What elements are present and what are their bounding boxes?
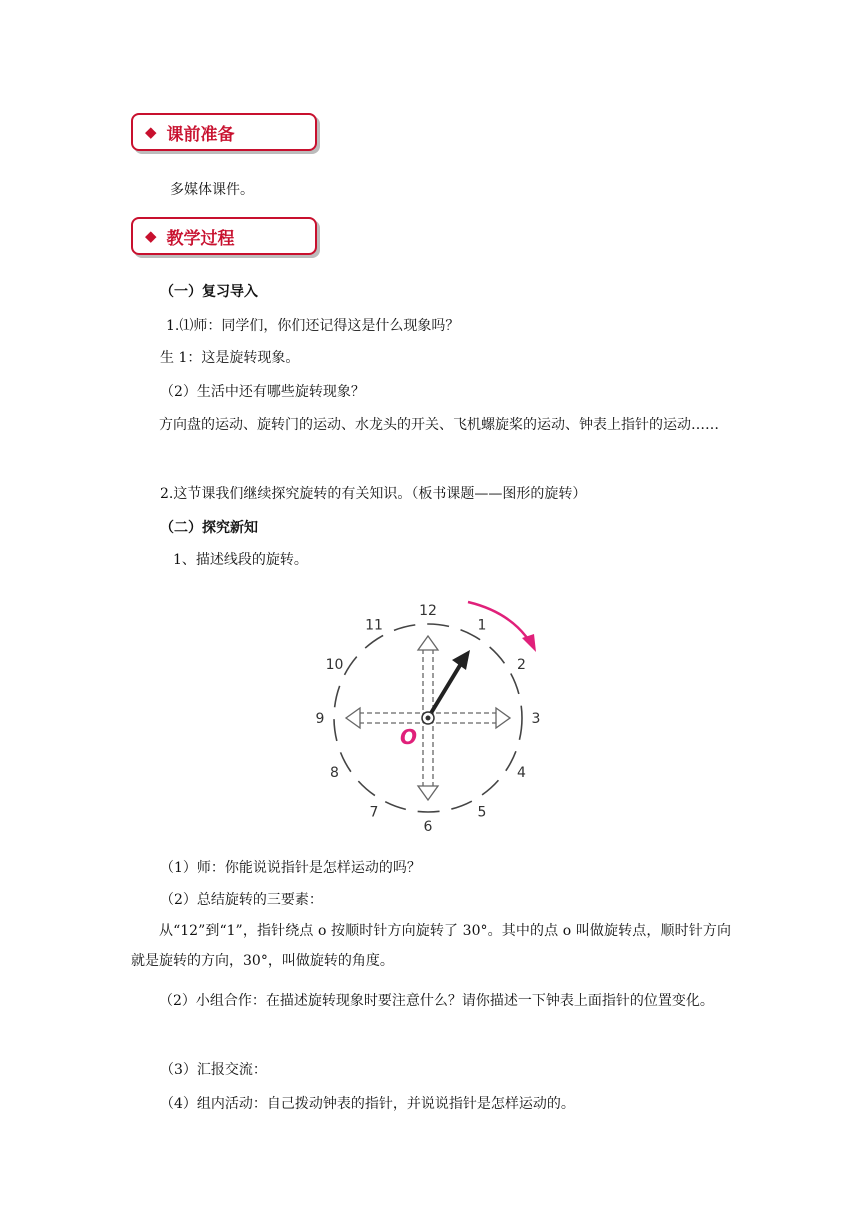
clock-number: 4 <box>517 765 526 781</box>
diamond-icon: ◆ <box>145 123 157 141</box>
clock-number: 3 <box>531 711 541 727</box>
review-heading: （一）复习导入 <box>160 284 258 300</box>
explore-item-1: 1、描述线段的旋转。 <box>173 552 308 568</box>
clock-number: 1 <box>477 617 487 634</box>
review-answer-2: 方向盘的运动、旋转门的运动、水龙头的开关、飞机螺旋桨的运动、钟表上指针的运动…… <box>159 417 719 433</box>
review-question-1: 1.⑴师：同学们，你们还记得这是什么现象吗？ <box>166 318 460 334</box>
clock-svg <box>300 590 560 840</box>
report-line: （3）汇报交流： <box>160 1062 267 1078</box>
clock-number: 2 <box>517 657 526 673</box>
clock-number: 11 <box>365 617 383 634</box>
clock-figure <box>300 590 560 840</box>
group-task: （2）小组合作：在描述旋转现象时要注意什么？请你描述一下钟表上面指针的位置变化。 <box>159 993 714 1009</box>
diamond-icon: ◆ <box>145 227 157 245</box>
review-answer-1: 生 1：这是旋转现象。 <box>160 350 300 366</box>
review-intro: 2.这节课我们继续探究旋转的有关知识。（板书课题——图形的旋转） <box>160 486 587 502</box>
prep-content: 多媒体课件。 <box>170 182 254 198</box>
rotation-summary: 从“12”到“1”，指针绕点 o 按顺时针方向旋转了 30°。其中的点 o 叫做旋转点，顺时针方向就是旋转的方向，30°，叫做旋转的角度。 <box>131 923 731 969</box>
clock-number: 8 <box>330 765 339 781</box>
activity-line: （4）组内活动：自己拨动钟表的指针，并说说指针是怎样运动的。 <box>160 1096 575 1112</box>
clock-number: 9 <box>315 711 325 727</box>
explore-question-2: （2）总结旋转的三要素： <box>160 892 323 908</box>
clock-number: 6 <box>423 819 433 835</box>
section-title: 教学过程 <box>166 228 235 249</box>
clock-number: 12 <box>419 603 437 619</box>
explore-heading: （二）探究新知 <box>160 520 258 536</box>
clock-number: 5 <box>477 804 487 821</box>
section-header-process <box>131 217 317 255</box>
center-label: O <box>400 725 418 749</box>
clock-number: 7 <box>369 804 379 821</box>
rotation-arrow-head <box>522 634 536 652</box>
section-title: 课前准备 <box>166 124 235 145</box>
explore-question-1: （1）师：你能说说指针是怎样运动的吗？ <box>160 860 421 876</box>
clock-number: 10 <box>325 657 344 673</box>
section-header-prep <box>131 113 317 151</box>
review-question-2: （2）生活中还有哪些旋转现象？ <box>160 384 365 400</box>
